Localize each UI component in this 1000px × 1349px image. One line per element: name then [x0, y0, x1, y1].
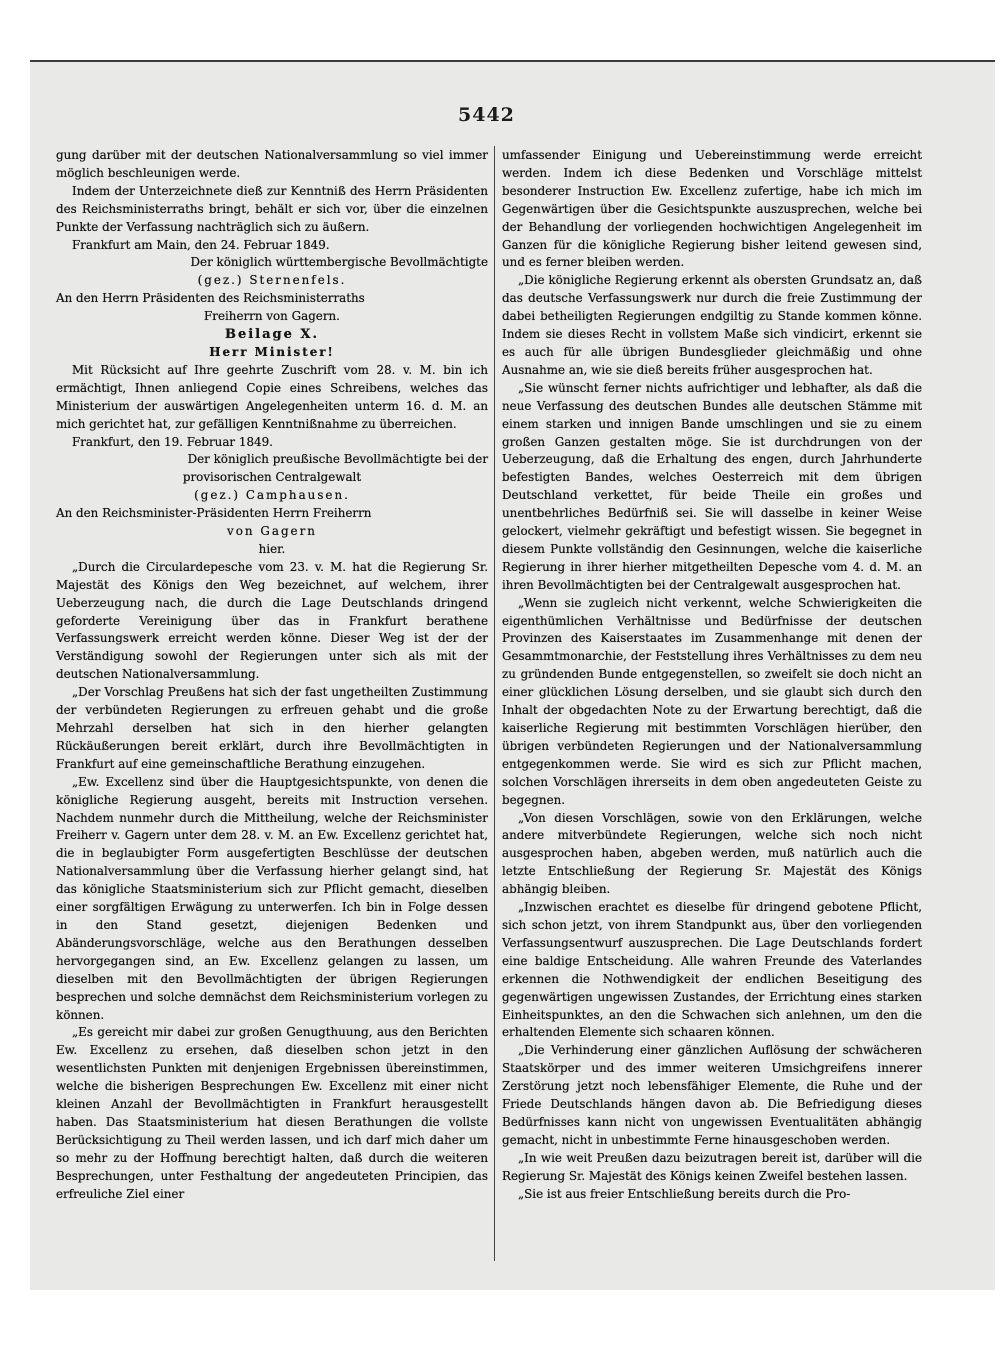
paragraph: Indem der Unterzeichnete dieß zur Kenntniß des Herrn Präsidenten des Reichsministerraths bringt, behält er sich vor, über die einzelnen Punkte der Verfassung nachträglich sich zu äußern.: [56, 183, 488, 234]
signatory-name: (gez.) Sternenfels.: [197, 273, 347, 288]
paragraph: „Sie ist aus freier Entschließung bereits durch die Pro-: [518, 1186, 851, 1201]
paragraph: „Sie wünscht ferner nichts aufrichtiger und lebhafter, als daß die neue Verfassung des deutschen Bundes alle deutschen Stämme mit einem starken und innigen Bande umschlingen und sie zu einem großen Ganzen gestalten möge. Sie ist durchdrungen von der Ueberzeugung, daß die Erhaltung des engen, durch Jahrhunderte befestigten Bandes, welches Oesterreich mit dem übrigen Deutschland verkettet, für beide Theile ein großes und unentbehrliches Bedürfniß sei. Sie will dasselbe in keiner Weise gelockert, vielmehr gekräftigt und befestigt wissen. Sie begegnet in diesem Punkte vollständig den Gesinnungen, welche die kaiserliche Regierung in ihrer hierher mitgetheilten Depesche vom 4. d. M. an ihren Bevollmächtigten bei der Centralgewalt ausgesprochen hat.: [502, 380, 922, 592]
addressee: hier.: [258, 541, 286, 556]
signatory-name: (gez.) Camphausen.: [194, 488, 350, 503]
signatory-title: provisorischen Centralgewalt: [182, 470, 362, 485]
page-number: 5442: [458, 104, 515, 126]
addressee: von Gagern: [227, 524, 317, 539]
paragraph: „Ew. Excellenz sind über die Hauptgesichtspunkte, von denen die königliche Regierung ausgeht, bereits mit Instruction versehen. Nachdem nunmehr durch die Mittheilung, welche der Reichsminister Freiherr v. Gagern unter dem 28. v. M. an Ew. Excellenz gerichtet hat, die in beglaubigter Form ausgefertigten Beschlüsse der deutschen Nationalversammlung über die Verfassung hierher gelangt sind, hat das königliche Staatsministerium sich zur Pflicht gemacht, dieselben einer sorgfältigen Erwägung zu unterwerfen. Ich bin in Folge dessen in den Stand gesetzt, diejenigen Bedenken und Abänderungsvorschläge, welche aus den Berathungen desselben hervorgegangen sind, an Ew. Excellenz gelangen zu lassen, um dieselben mit den Bevollmächtigten der übrigen Regierungen besprechen und solche demnächst dem Reichsministerium vorlegen zu können.: [56, 774, 488, 1022]
addressee: An den Reichsminister-Präsidenten Herrn Freiherrn: [56, 506, 372, 521]
paragraph: „Es gereicht mir dabei zur großen Genugthuung, aus den Berichten Ew. Excellenz zu ersehen, daß dieselben schon jetzt in den wesentlichsten Punkten mit denjenigen Ergebnissen übereinstimmen, welche die bisherigen Besprechungen Ew. Excellenz mit einer nicht kleinen Anzahl der Bevollmächtigten in Frankfurt herausgestellt haben. Das Staatsministerium hat diesen Berathungen die vollste Berücksichtigung zu Theil werden lassen, und ich darf mich daher um so mehr zu der Hoffnung berechtigt halten, daß durch die weiteren Besprechungen, unter Festhaltung der angedeuteten Principien, das erfreuliche Ziel einer: [56, 1025, 488, 1201]
paragraph: „Inzwischen erachtet es dieselbe für dringend gebotene Pflicht, sich schon jetzt, von ihrem Standpunkt aus, über den vorliegenden Verfassungsentwurf auszusprechen. Die Lage Deutschlands fordert eine baldige Entscheidung. Alle wahren Freunde des Vaterlandes erkennen die Nothwendigkeit der endlichen Beseitigung des gegenwärtigen ungewissen Zustandes, der Errichtung eines starken Einheitspunktes, an den die Schwachen sich anlehnen, um den die erhaltenden Elemente sich schaaren können.: [502, 900, 922, 1040]
paragraph: Mit Rücksicht auf Ihre geehrte Zuschrift vom 28. v. M. bin ich ermächtigt, Ihnen anliegend Copie eines Schreibens, welches das Ministerium der auswärtigen Angelegenheiten unterm 16. d. M. an mich gerichtet hat, zur gefälligen Kenntnißnahme zu überreichen.: [56, 362, 488, 431]
signatory-title: Der königlich württembergische Bevollmächtigte: [190, 255, 488, 270]
paragraph: „Die Verhinderung einer gänzlichen Auflösung der schwächeren Staatskörper und des immer weiteren Umsichgreifens innerer Zerstörung jetzt noch lebensfähiger Elemente, die Ruhe und der Friede Deutschlands hängen davon ab. Die Befriedigung dieses Bedürfnisses kann nicht von ungewissen Eventualitäten abhängig gemacht, nicht in unbestimmte Ferne hinausgeschoben werden.: [502, 1043, 922, 1147]
right-column: [502, 147, 922, 1203]
addressee: Freiherrn von Gagern.: [204, 309, 340, 324]
dateline: Frankfurt, den 19. Februar 1849.: [72, 434, 273, 449]
paragraph: „In wie weit Preußen dazu beizutragen bereit ist, darüber will die Regierung Sr. Majestät des Königs keinen Zweifel bestehen lassen.: [502, 1150, 922, 1183]
paragraph: „Die königliche Regierung erkennt als obersten Grundsatz an, daß das deutsche Verfassungswerk nur durch die freie Zustimmung der dabei betheiligten Regierungen endgiltig zu Stande kommen könne. Indem sie dieses Recht in vollstem Maße sich vindicirt, erkennt sie es auch für alle übrigen Bundesglieder gleichmäßig und ohne Ausnahme an, wie sie dieß bereits früher ausgesprochen hat.: [502, 273, 922, 377]
beilage-heading: Beilage X.: [224, 327, 320, 343]
paragraph: gung darüber mit der deutschen Nationalversammlung so viel immer möglich beschleunigen werde.: [56, 148, 488, 180]
left-column: [56, 147, 488, 1203]
signatory-title: Der königlich preußische Bevollmächtigte bei der: [187, 452, 488, 467]
paragraph: „Wenn sie zugleich nicht verkennt, welche Schwierigkeiten die eigenthümlichen Verhältnisse und Bedürfnisse der deutschen Provinzen des Kaiserstaates im Zusammenhange mit denen der Gesammtmonarchie, der Feststellung ihres Verhältnisses zu dem neu zu gründenden Bunde entgegenstellen, so zweifelt sie doch nicht an einer glücklichen Lösung derselben, und sie glaubt sich durch den Inhalt der obgedachten Note zu der Erwartung berechtigt, daß die kaiserliche Regierung mit bestimmten Vorschlägen hierüber, den übrigen verbündeten Regierungen und der Nationalversammlung entgegenkommen werde. Sie wird es sich zur Pflicht machen, solchen Vorschlägen ihrerseits in dem oben angedeuteten Geiste zu begegnen.: [502, 595, 922, 807]
paragraph: umfassender Einigung und Uebereinstimmung werde erreicht werden. Indem ich diese Bedenken und Vorschläge mittelst besonderer Instruction Ew. Excellenz zufertige, habe ich mich im Gegenwärtigen über die Gesichtspunkte auszusprechen, welche bei der Behandlung der vorliegenden hochwichtigen Angelegenheit im Ganzen für die königliche Regierung bisher leitend gewesen sind, und es ferner bleiben werden.: [502, 148, 922, 270]
column-divider: [494, 146, 495, 1261]
addressee: An den Herrn Präsidenten des Reichsministerraths: [56, 291, 365, 306]
paragraph: „Durch die Circulardepesche vom 23. v. M. hat die Regierung Sr. Majestät des Königs den Weg bezeichnet, auf welchem, ihrer Ueberzeugung nach, die durch die Lage Deutschlands dringend geforderte Vereinigung über das in Frankfurt berathene Verfassungswerk erreicht werden könne. Dieser Weg ist der der Verständigung sowohl der Regierungen unter sich als mit der deutschen Nationalversammlung.: [56, 559, 488, 682]
dateline: Frankfurt am Main, den 24. Februar 1849.: [72, 237, 330, 252]
paragraph: „Von diesen Vorschlägen, sowie von den Erklärungen, welche andere mitverbündete Regierungen, welche sich noch nicht ausgesprochen haben, abgeben werden, muß natürlich auch die letzte Entschließung der Regierung Sr. Majestät des Königs abhängig bleiben.: [502, 810, 922, 897]
salutation: Herr Minister!: [209, 344, 335, 359]
paragraph: „Der Vorschlag Preußens hat sich der fast ungetheilten Zustimmung der verbündeten Regierungen zu erfreuen gehabt und die große Mehrzahl derselben hat sich in den hierher gelangten Rückäußerungen bereit erklärt, durch ihre Bevollmächtigten in Frankfurt auf eine gemeinschaftliche Berathung einzugehen.: [56, 685, 488, 771]
